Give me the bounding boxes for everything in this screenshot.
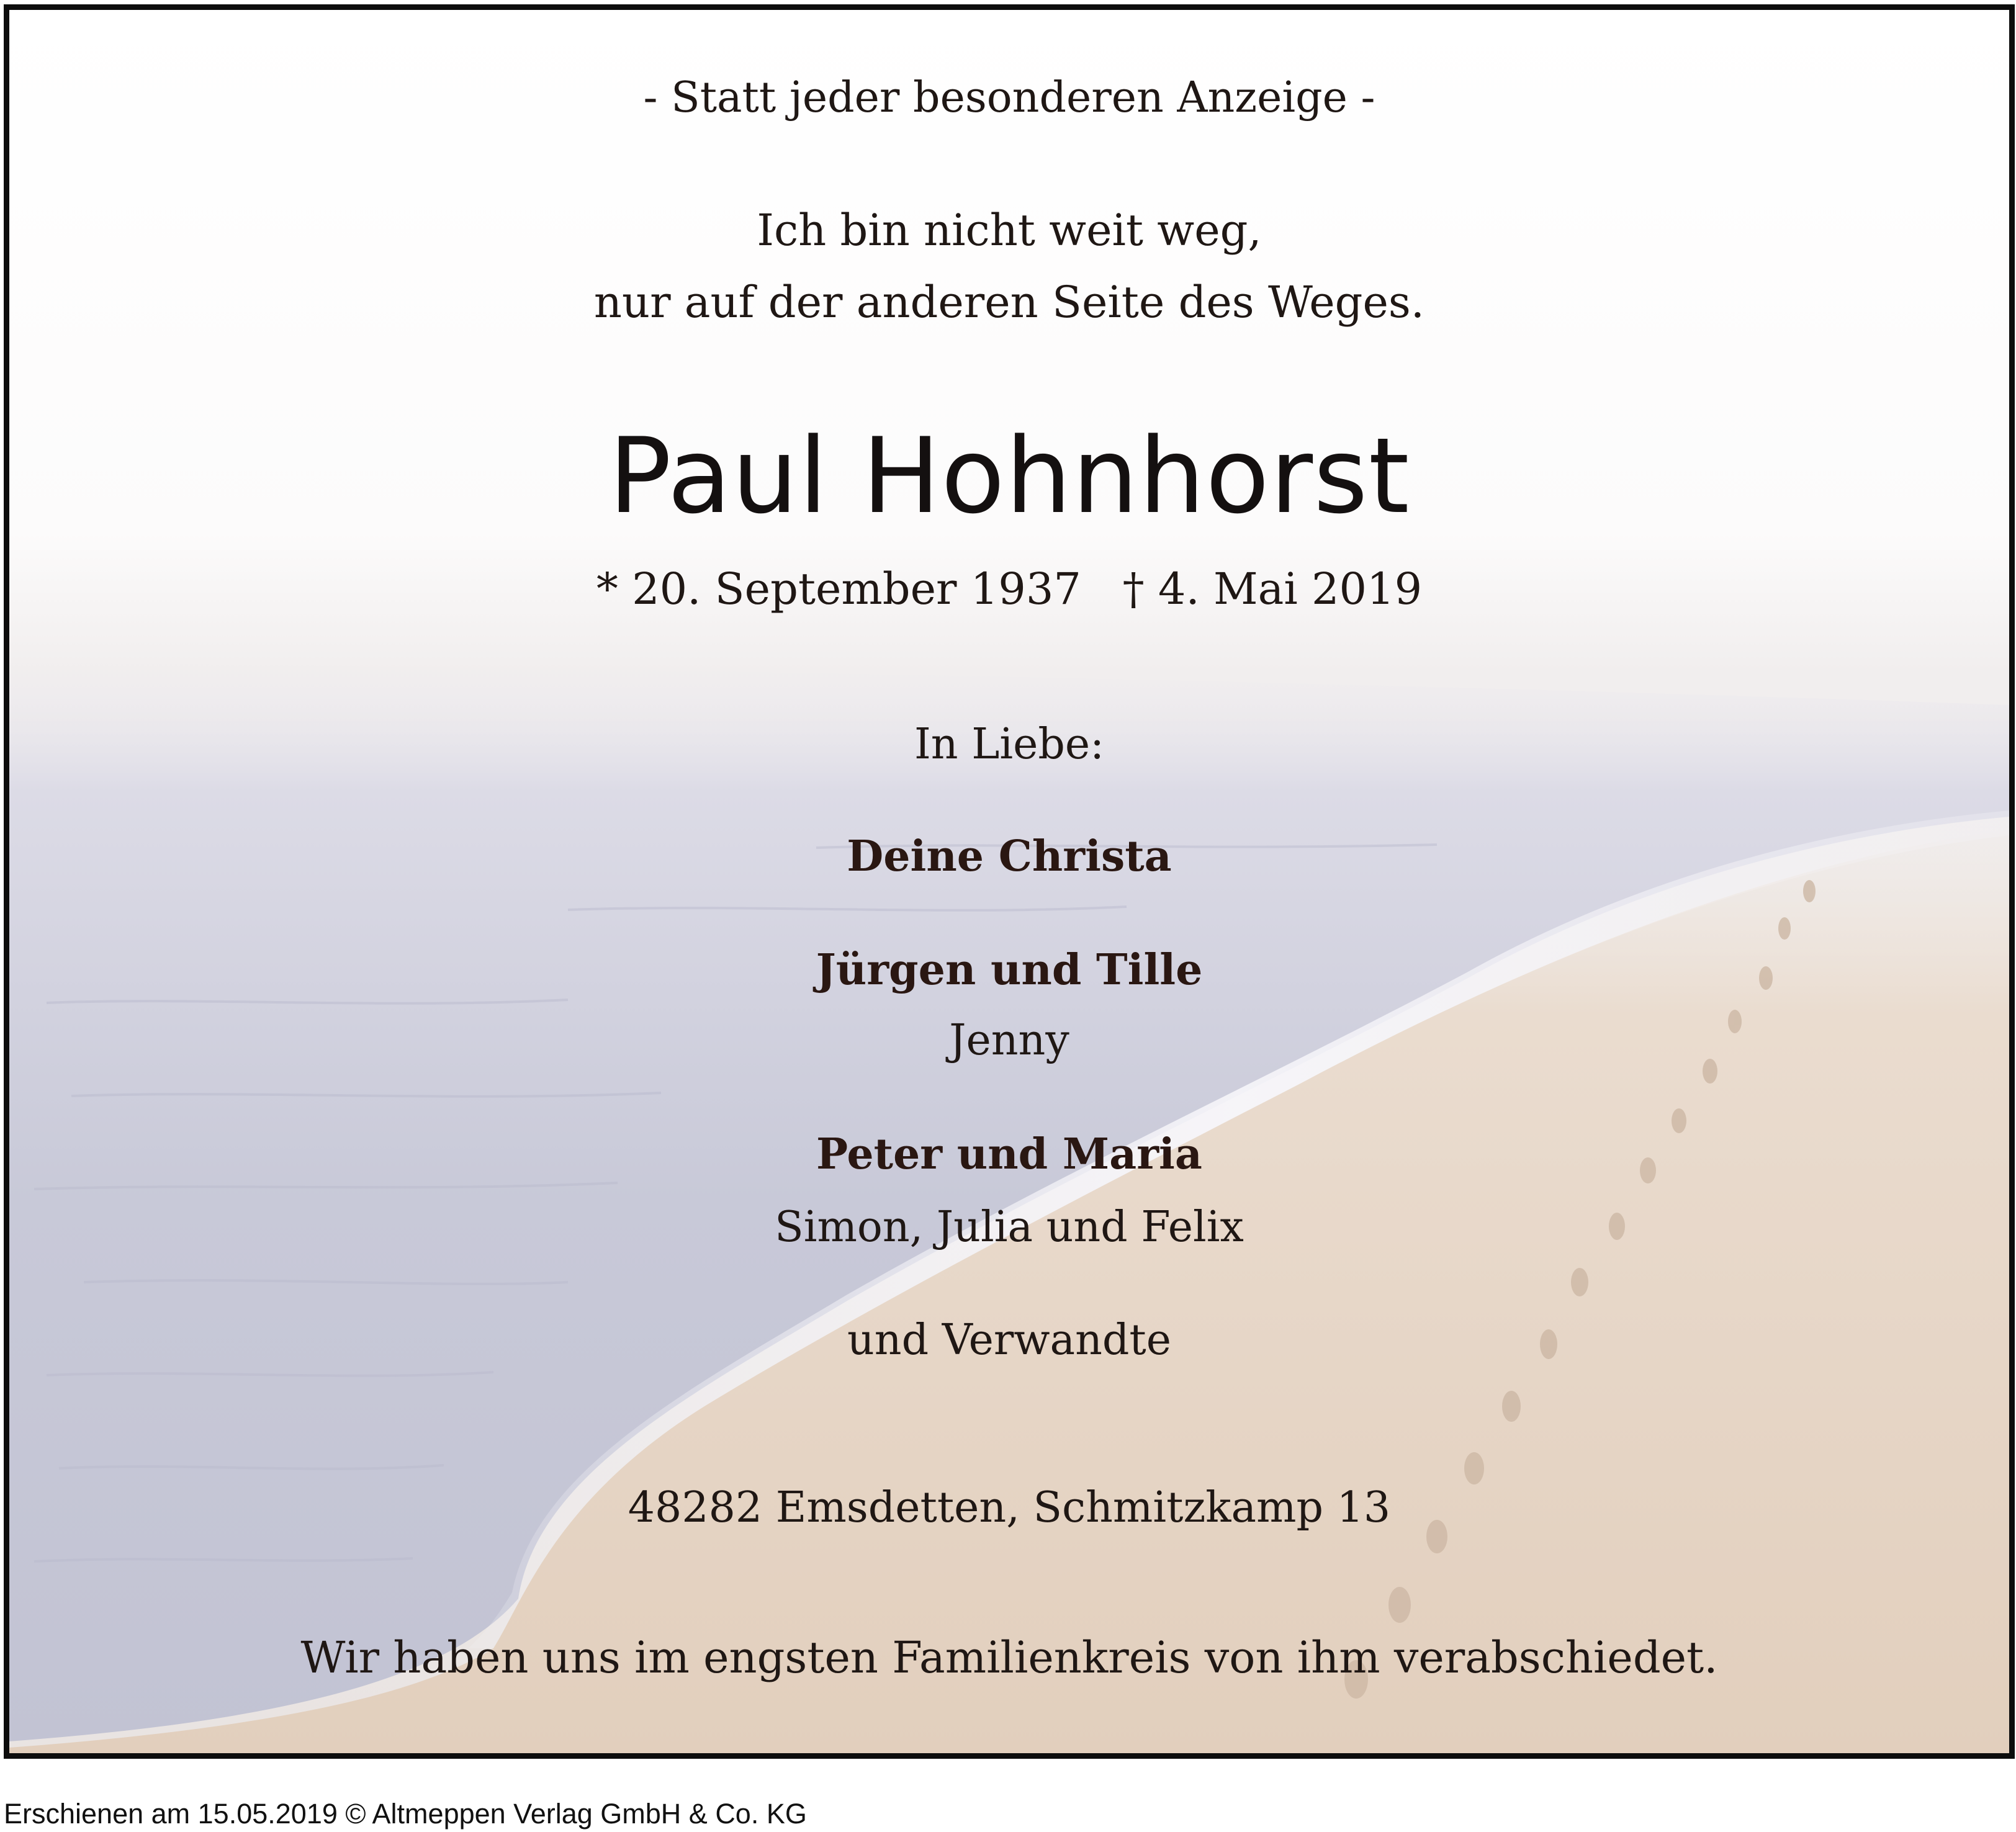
mourner-family-2: Peter und Maria	[816, 1129, 1202, 1179]
obituary-notice	[4, 4, 2015, 1759]
deceased-name: Paul Hohnhorst	[608, 415, 1410, 537]
address: 48282 Emsdetten, Schmitzkamp 13	[628, 1483, 1391, 1532]
notice-header: - Statt jeder besonderen Anzeige -	[643, 73, 1375, 122]
publication-credit: Erschienen am 15.05.2019 © Altmeppen Verlag GmbH & Co. KG	[4, 1798, 807, 1830]
quote-line-1: Ich bin nicht weit weg,	[757, 205, 1262, 256]
mourner-relatives: und Verwandte	[847, 1316, 1171, 1365]
in-love-label: In Liebe:	[914, 720, 1105, 769]
closing-statement: Wir haben uns im engsten Familienkreis von ihm verabschiedet.	[300, 1632, 1718, 1683]
mourner-family-1: Jürgen und Tille	[816, 945, 1203, 995]
mourner-family-2-children: Simon, Julia und Felix	[775, 1203, 1244, 1252]
mourner-family-1-children: Jenny	[949, 1016, 1069, 1065]
quote-line-2: nur auf der anderen Seite des Weges.	[593, 277, 1425, 328]
mourner-spouse: Deine Christa	[847, 832, 1172, 881]
life-dates: * 20. September 1937 † 4. Mai 2019	[596, 564, 1423, 614]
